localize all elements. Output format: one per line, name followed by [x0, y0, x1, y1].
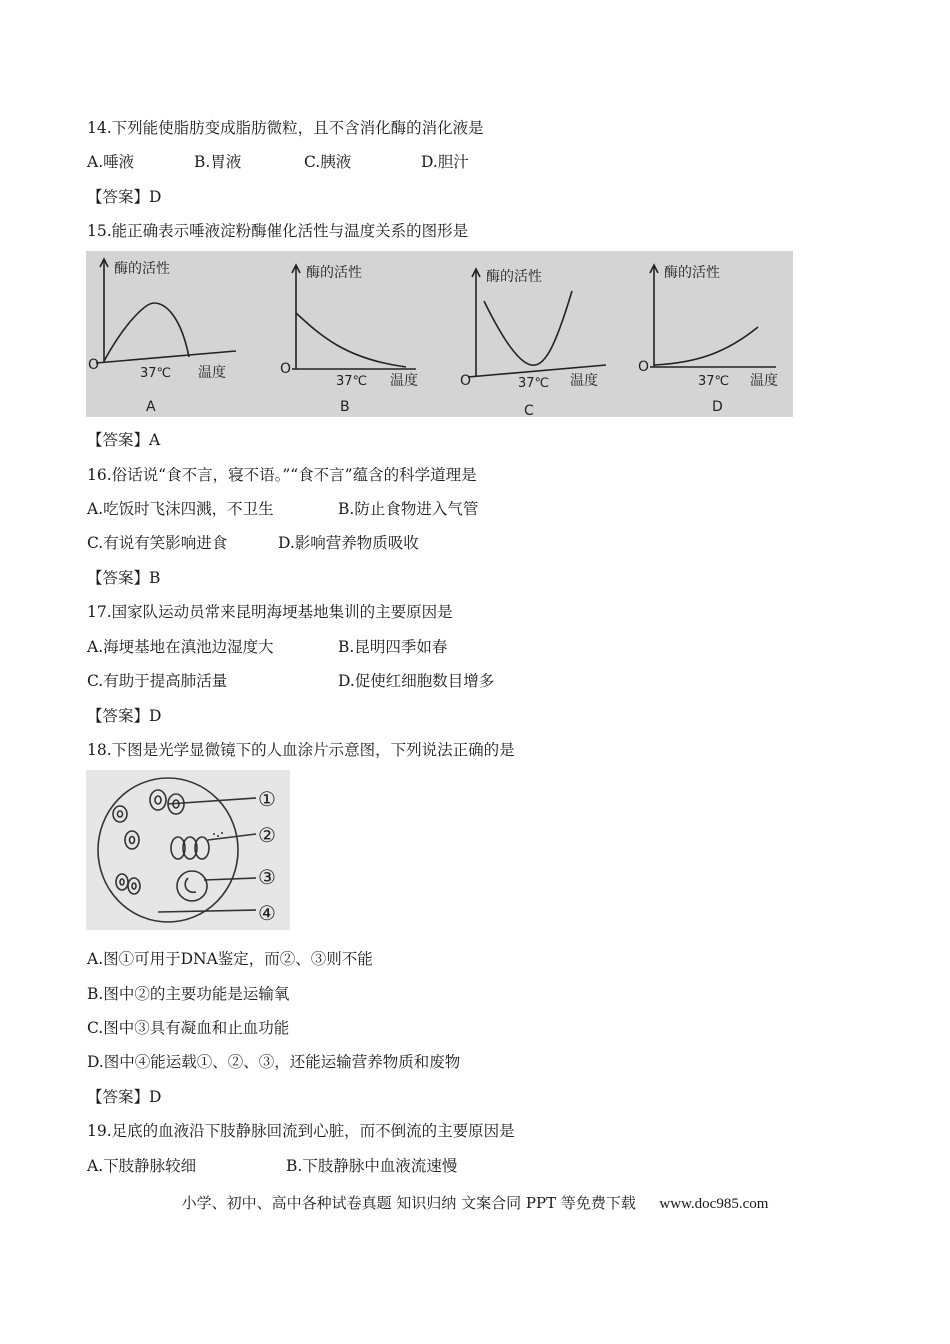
panel-b-tick: 37℃: [336, 374, 368, 389]
red-blood-cell: [128, 878, 140, 894]
panel-c-ylabel: 酶的活性: [486, 269, 542, 285]
q18-answer: 【答案】D: [87, 1088, 162, 1106]
red-blood-cell-center: [132, 883, 136, 889]
panel-c-origin: O: [460, 373, 472, 389]
q17-option-c: C.有助于提高肺活量: [87, 672, 228, 690]
q18-stem: 18.下图是光学显微镜下的人血涂片示意图，下列说法正确的是: [87, 741, 515, 759]
q16-option-a: A.吃饭时飞沫四溅，不卫生: [87, 500, 274, 518]
red-blood-cell: [150, 790, 166, 810]
panel-a-xlabel: 温度: [198, 365, 226, 381]
red-blood-cell-center: [155, 796, 161, 804]
q16-answer: 【答案】B: [87, 569, 161, 587]
panel-b-ylabel: 酶的活性: [306, 265, 362, 281]
q17-option-a: A.海埂基地在滇池边湿度大: [87, 638, 274, 656]
platelet-dot: [213, 833, 215, 835]
panel-d-curve: [654, 327, 758, 365]
q14-option-a: A.唾液: [87, 153, 135, 171]
q14-option-d: D.胆汁: [421, 153, 469, 171]
q16-option-c: C.有说有笑影响进食: [87, 534, 228, 552]
q16-stem: 16.俗话说“食不言，寝不语。”“食不言”蕴含的科学道理是: [87, 466, 477, 484]
label-line-4: [158, 910, 256, 912]
q17-option-d: D.促使红细胞数目增多: [338, 672, 495, 690]
panel-c-xlabel: 温度: [570, 373, 598, 389]
q16-option-b: B.防止食物进入气管: [338, 500, 479, 518]
panel-a-origin: O: [88, 357, 100, 373]
panel-b-origin: O: [280, 361, 292, 377]
q17-option-b: B.昆明四季如春: [338, 638, 448, 656]
panel-a-letter: A: [146, 399, 156, 415]
label-4: ④: [258, 901, 276, 925]
blood-smear-figure: [86, 770, 290, 930]
q14-option-c: C.胰液: [304, 153, 352, 171]
panel-b-letter: B: [340, 399, 350, 415]
label-1: ①: [258, 787, 276, 811]
red-blood-cell: [125, 831, 139, 849]
panel-a-x-axis: [96, 351, 236, 363]
white-blood-cell: [177, 871, 207, 901]
red-blood-cell: [113, 806, 127, 822]
q17-answer: 【答案】D: [87, 707, 162, 725]
label-2: ②: [258, 823, 276, 847]
panel-c-tick: 37℃: [518, 376, 550, 391]
q18-option-a: A.图①可用于DNA鉴定，而②、③则不能: [87, 950, 373, 968]
panel-a-ylabel: 酶的活性: [114, 261, 170, 277]
footer-text: 小学、初中、高中各种试卷真题 知识归纳 文案合同 PPT 等免费下载: [181, 1194, 636, 1212]
q15-stem: 15.能正确表示唾液淀粉酶催化活性与温度关系的图形是: [87, 222, 469, 240]
page-footer: [0, 1192, 950, 1213]
label-line-3: [204, 878, 256, 880]
label-3: ③: [258, 865, 276, 889]
label-line-1: [168, 798, 256, 804]
panel-d-ylabel: 酶的活性: [664, 265, 720, 281]
q19-stem: 19.足底的血液沿下肢静脉回流到心脏，而不倒流的主要原因是: [87, 1122, 515, 1140]
red-blood-cell: [116, 874, 128, 890]
q18-option-b: B.图中②的主要功能是运输氧: [87, 985, 290, 1003]
q14-stem: 14.下列能使脂肪变成脂肪微粒，且不含消化酶的消化液是: [87, 119, 484, 137]
q19-option-b: B.下肢静脉中血液流速慢: [286, 1157, 458, 1175]
panel-d-origin: O: [638, 359, 650, 375]
panel-d-tick: 37℃: [698, 374, 730, 389]
panel-c-letter: C: [524, 403, 534, 417]
panel-c-curve: [484, 291, 572, 365]
panel-d-letter: D: [712, 399, 723, 415]
red-blood-cell-center: [130, 837, 135, 844]
footer-url[interactable]: www.doc985.com: [659, 1196, 769, 1212]
panel-a-tick: 37℃: [140, 366, 172, 381]
red-blood-cell-center: [118, 811, 123, 817]
panel-b-xlabel: 温度: [390, 373, 418, 389]
q14-option-b: B.胃液: [194, 153, 242, 171]
platelet-dot: [217, 835, 219, 837]
platelet-dot: [221, 832, 223, 834]
q18-option-d: D.图中④能运载①、②、③，还能运输营养物质和废物: [87, 1053, 461, 1071]
q18-option-c: C.图中③具有凝血和止血功能: [87, 1019, 290, 1037]
label-line-2: [208, 834, 256, 840]
panel-d-xlabel: 温度: [750, 373, 778, 389]
red-blood-cell-center: [120, 879, 124, 885]
q14-answer: 【答案】D: [87, 188, 162, 206]
panel-b-curve: [296, 313, 406, 367]
panel-a-curve: [104, 303, 189, 361]
white-blood-cell-nucleus: [185, 878, 196, 892]
q17-stem: 17.国家队运动员常来昆明海埂基地集训的主要原因是: [87, 603, 453, 621]
q15-answer: 【答案】A: [87, 431, 161, 449]
q16-option-d: D.影响营养物质吸收: [278, 534, 419, 552]
q19-option-a: A.下肢静脉较细: [87, 1157, 197, 1175]
enzyme-temperature-figure: [86, 251, 793, 417]
